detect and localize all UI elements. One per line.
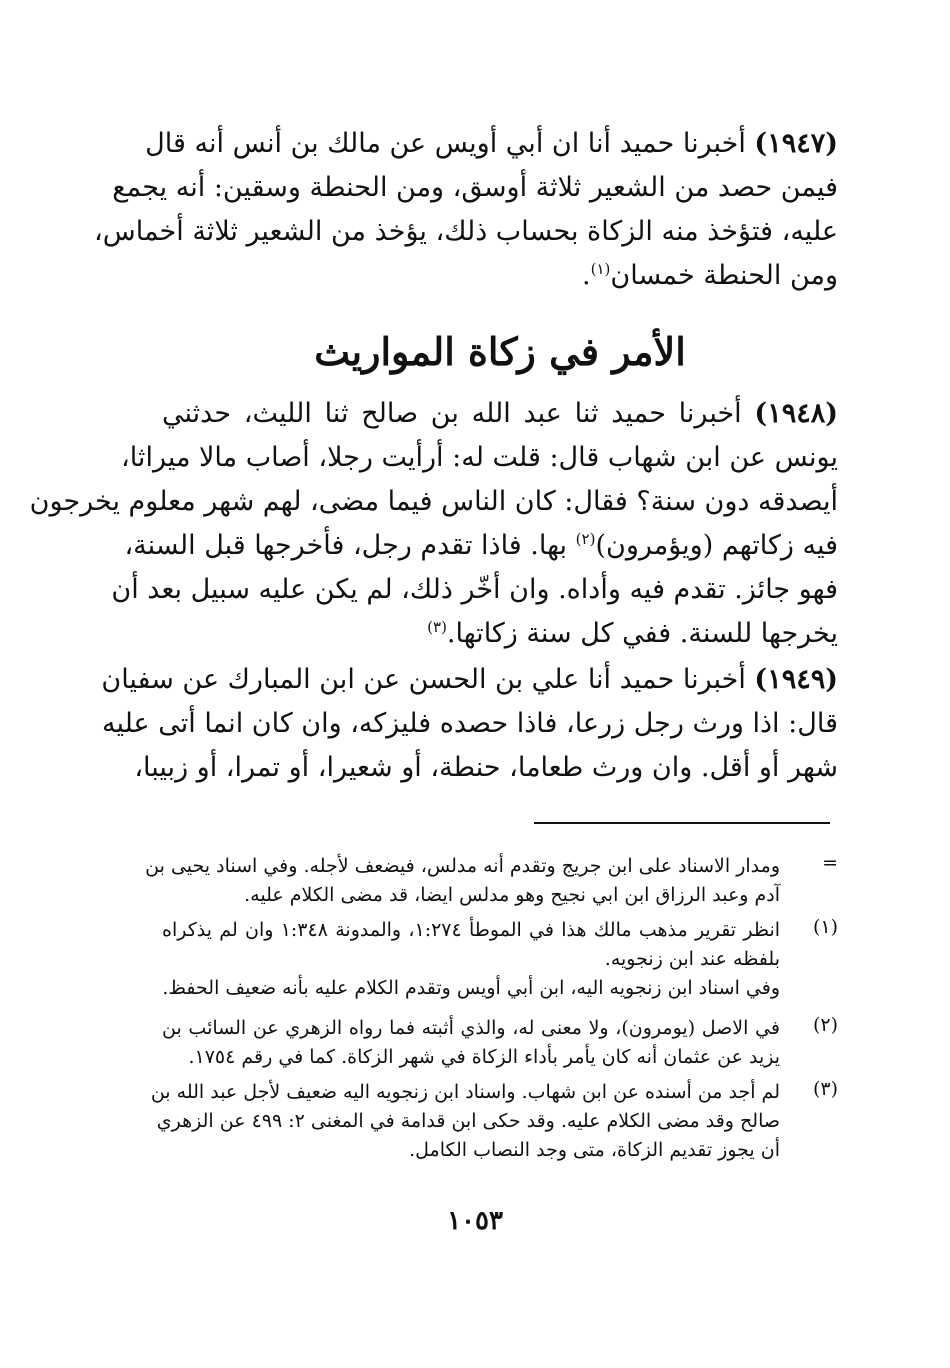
footnote-line: بلفظه عند ابن زنجويه.: [604, 948, 780, 970]
text-line: [162, 612, 838, 656]
paragraph-1949: [101, 658, 838, 790]
footnote-2: [162, 1014, 838, 1072]
footnote-marker: =: [822, 852, 838, 874]
footnote-1: [162, 916, 838, 1003]
page-number: ١٠٥٣: [447, 1206, 503, 1236]
paragraph-1948: [29, 392, 838, 656]
footnote-line: في الاصل (يومرون)، ولا معنى له، والذي أثبته فما رواه الزهري عن السائب بن: [162, 1017, 780, 1039]
hadith-number: (١٩٤٧): [754, 128, 838, 159]
footnote-line: ومدار الاسناد على ابن جريج وتقدم أنه مدلس، فيضعف لأجله. وفي اسناد يحيى بن: [145, 855, 780, 877]
text-line: قال: اذا ورث رجل زرعا، فاذا حصده فليزكه، وان كان انما أتى عليه: [101, 708, 838, 739]
text-line: [101, 658, 838, 702]
text-line: فيمن حصد من الشعير ثلاثة أوسق، ومن الحنطة وسقين: أنه يجمع: [112, 172, 838, 203]
text-line: [162, 392, 838, 436]
footnote-3: [150, 1078, 838, 1165]
section-heading: الأمر في زكاة المواريث: [314, 329, 686, 374]
paragraph-1947: [94, 122, 838, 298]
footnote-ref: (٢): [575, 530, 596, 548]
footnote-marker: (١): [812, 916, 838, 938]
footnote-ref: (٣): [427, 618, 447, 636]
hadith-number: (١٩٤٩): [754, 664, 838, 695]
text-span: ومن الحنطة خمسان: [610, 260, 838, 291]
text-line: أيصدقه دون سنة؟ فقال: كان الناس فيما مضى، لهم شهر معلوم يخرجون: [29, 486, 838, 517]
text-line: شهر أو أقل. وان ورث طعاما، حنطة، أو شعيرا، أو تمرا، أو زبيبا،: [134, 752, 838, 783]
footnote-ref: (١): [590, 260, 611, 278]
text-line: [145, 122, 838, 166]
footnote-separator: [534, 822, 830, 824]
footnote-marker: (٣): [812, 1078, 838, 1100]
text-span: .: [582, 260, 591, 291]
text-line: يونس عن ابن شهاب قال: قلت له: أرأيت رجلا، أصاب مالا ميراثا،: [120, 442, 838, 473]
text-line: فهو جائز. تقدم فيه وأداه. وان أخّر ذلك، لم يكن عليه سبيل بعد أن: [111, 574, 838, 605]
text-span: فيه زكاتهم (ويؤمرون): [595, 530, 838, 561]
footnote-line: انظر تقرير مذهب مالك هذا في الموطأ ١:٢٧٤، والمدونة ١:٣٤٨ وان لم يذكراه: [162, 919, 781, 941]
text-span: أخبرنا حميد أنا علي بن الحسن عن ابن المبارك عن سفيان: [101, 664, 746, 695]
footnote-line: لم أجد من أسنده عن ابن شهاب. واسناد ابن زنجويه اليه ضعيف لأجل عبد الله بن: [150, 1081, 780, 1103]
footnote-line: وفي اسناد ابن زنجويه اليه، ابن أبي أويس وتقدم الكلام عليه بأنه ضعيف الحفظ.: [162, 977, 780, 999]
hadith-number: (١٩٤٨): [754, 398, 838, 429]
text-span: بها. فاذا تقدم رجل، فأخرجها قبل السنة،: [124, 530, 568, 561]
text-line: عليه، فتؤخذ منه الزكاة بحساب ذلك، يؤخذ من الشعير ثلاثة أخماس،: [94, 216, 838, 247]
text-line: [124, 524, 838, 568]
text-span: أخبرنا حميد أنا ان أبي أويس عن مالك بن أنس أنه قال: [145, 128, 746, 159]
footnote-line: أن يجوز تقديم الزكاة، متى وجد النصاب الكامل.: [409, 1139, 780, 1161]
text-span: أخبرنا حميد ثنا عبد الله بن صالح ثنا الليث، حدثني: [162, 398, 742, 429]
text-line: [162, 254, 838, 298]
footnote-line: يزيد عن عثمان أنه كان يأمر بأداء الزكاة في شهر الزكاة. كما في رقم ١٧٥٤.: [188, 1046, 780, 1068]
footnote-marker: (٢): [812, 1014, 838, 1036]
text-span: يخرجها للسنة. ففي كل سنة زكاتها.: [446, 618, 838, 649]
footnote-continuation: [145, 852, 838, 910]
footnote-line: آدم وعبد الرزاق ابن ابي نجيح وهو مدلس ايضا، قد مضى الكلام عليه.: [244, 884, 780, 906]
footnote-line: صالح وقد مضى الكلام عليه. وقد حكى ابن قدامة في المغنى ٢: ٤٩٩ عن الزهري: [156, 1110, 780, 1132]
